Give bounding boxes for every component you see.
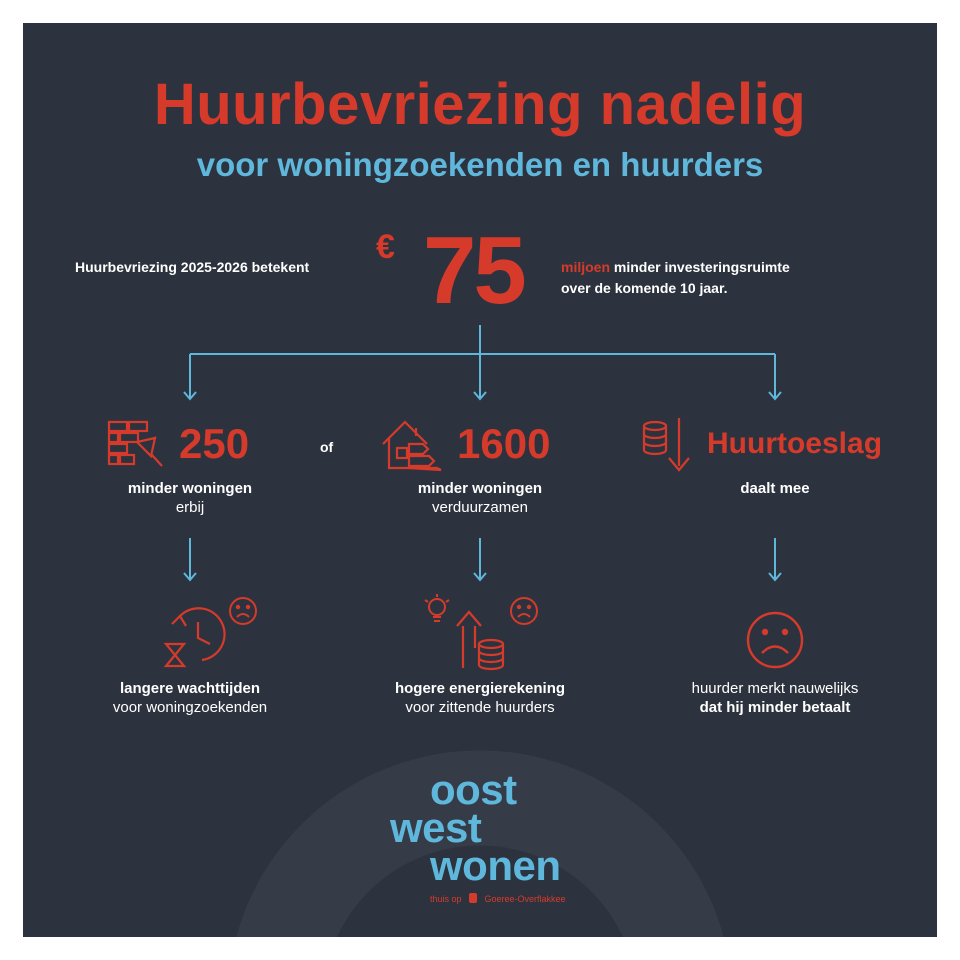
key-icon <box>469 893 477 903</box>
sad-face-icon <box>509 596 539 626</box>
column1-caption: minder woningen erbij <box>127 480 253 516</box>
logo-tagline <box>390 889 590 907</box>
sad-face-large-icon <box>745 610 805 670</box>
euro-sign: € <box>376 228 395 266</box>
bricks-trowel-icon <box>107 420 167 470</box>
sad-face-icon <box>228 596 258 626</box>
stat-250: 250 <box>179 420 250 467</box>
logo-line-wonen: wonen <box>430 842 561 889</box>
logo-line-west: west <box>390 804 482 851</box>
or-connector: of <box>320 439 334 455</box>
outcome2-caption: hogere energierekening voor zittende huurders <box>394 680 566 716</box>
amount-75: 75 <box>423 217 524 324</box>
column3-caption: daalt mee <box>740 480 810 497</box>
intro-right-line2: over de komende 10 jaar. <box>561 280 728 296</box>
lightbulb-icon <box>422 593 452 629</box>
page-subtitle: voor woningzoekenden en huurders <box>196 146 764 183</box>
house-energy-label-icon <box>381 418 443 472</box>
clock-hourglass-icon <box>158 608 222 672</box>
stat-huurtoeslag: Huurtoeslag <box>707 427 883 460</box>
outcome1-caption: langere wachttijden voor woningzoekenden <box>112 680 268 716</box>
stat-1600: 1600 <box>457 420 551 467</box>
unit-word: miljoen <box>561 259 611 275</box>
logo-tagline-right: Goeree-Overflakkee <box>484 894 566 904</box>
column2-caption: minder woningen verduurzamen <box>417 480 543 516</box>
arrow-up-coins-icon <box>453 608 513 674</box>
logo-tagline-left: thuis op <box>430 894 462 904</box>
intro-right-line1: minder investeringsruimte <box>613 259 790 275</box>
outcome3-caption: huurder merkt nauwelijks dat hij minder betaalt <box>691 680 859 716</box>
infographic-panel <box>23 23 937 937</box>
oostwestwonen-logo <box>390 766 590 907</box>
intro-left-text: Huurbevriezing 2025-2026 betekent <box>75 259 310 275</box>
page-title: Huurbevriezing nadelig <box>153 72 807 137</box>
coins-down-arrow-icon <box>641 416 691 474</box>
logo-line-oost: oost <box>430 766 517 813</box>
